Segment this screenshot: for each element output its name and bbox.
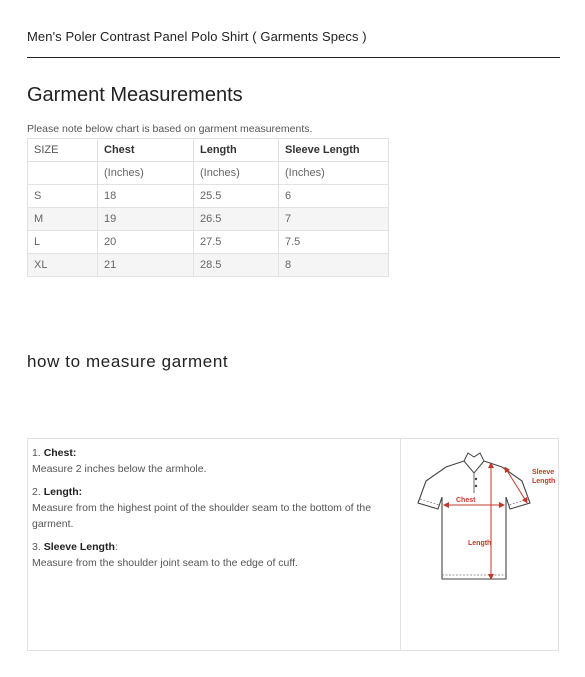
sleeve-length-cell: 6 [279, 185, 389, 208]
chest-label: Chest [456, 497, 476, 504]
sleeve-length-cell: 7.5 [279, 231, 389, 254]
size-cell: XL [28, 254, 98, 277]
units-row [28, 162, 389, 185]
garment-measurements-heading: Garment Measurements [27, 84, 243, 106]
step-length [32, 484, 396, 532]
step-title-suffix: : [114, 541, 118, 553]
unit-cell: (Inches) [194, 162, 279, 185]
how-to-measure-heading: how to measure garment [27, 352, 229, 371]
step-number: 2. [32, 486, 41, 498]
page-title: Men's Poler Contrast Panel Polo Shirt ( Garments Specs ) [27, 29, 367, 44]
length-cell: 25.5 [194, 185, 279, 208]
unit-cell: (Inches) [279, 162, 389, 185]
length-cell: 26.5 [194, 208, 279, 231]
step-title: Sleeve Length [43, 541, 115, 553]
column-header-chest: Chest [98, 139, 194, 162]
step-title: Chest: [43, 447, 77, 459]
table-row [28, 231, 389, 254]
chest-cell: 19 [98, 208, 194, 231]
title-divider [27, 57, 560, 58]
chest-cell: 20 [98, 231, 194, 254]
step-chest [32, 445, 396, 477]
length-cell: 27.5 [194, 231, 279, 254]
table-row [28, 254, 389, 277]
step-number: 1. [32, 447, 41, 459]
step-number: 3. [32, 541, 41, 553]
measure-guide-box [27, 438, 559, 651]
chest-cell: 18 [98, 185, 194, 208]
length-cell: 28.5 [194, 254, 279, 277]
sleeve-label-line-2: Length [532, 478, 556, 485]
sleeve-length-cell: 8 [279, 254, 389, 277]
size-chart-table [27, 138, 389, 277]
step-sleeve-length [32, 539, 396, 571]
table-row [28, 185, 389, 208]
step-description: Measure from the shoulder joint seam to the edge of cuff. [32, 557, 298, 569]
polo-shirt-diagram [402, 439, 559, 650]
size-cell: M [28, 208, 98, 231]
polo-shirt-illustration [402, 439, 559, 650]
unit-cell [28, 162, 98, 185]
step-title: Length: [43, 486, 83, 498]
chest-cell: 21 [98, 254, 194, 277]
size-cell: L [28, 231, 98, 254]
chart-note: Please note below chart is based on garment measurements. [27, 123, 313, 135]
sleeve-label-line-1: Sleeve [532, 469, 555, 476]
table-row [28, 208, 389, 231]
column-header-sleeve-length: Sleeve Length [279, 139, 389, 162]
step-description: Measure 2 inches below the armhole. [32, 463, 207, 475]
sleeve-length-cell: 7 [279, 208, 389, 231]
column-header-length: Length [194, 139, 279, 162]
step-description: Measure from the highest point of the shoulder seam to the bottom of the garment. [32, 502, 372, 530]
table-header-row [28, 139, 389, 162]
size-cell: S [28, 185, 98, 208]
unit-cell: (Inches) [98, 162, 194, 185]
measure-instructions [28, 439, 401, 650]
length-label: Length [468, 540, 492, 547]
column-header-size: SIZE [28, 139, 98, 162]
